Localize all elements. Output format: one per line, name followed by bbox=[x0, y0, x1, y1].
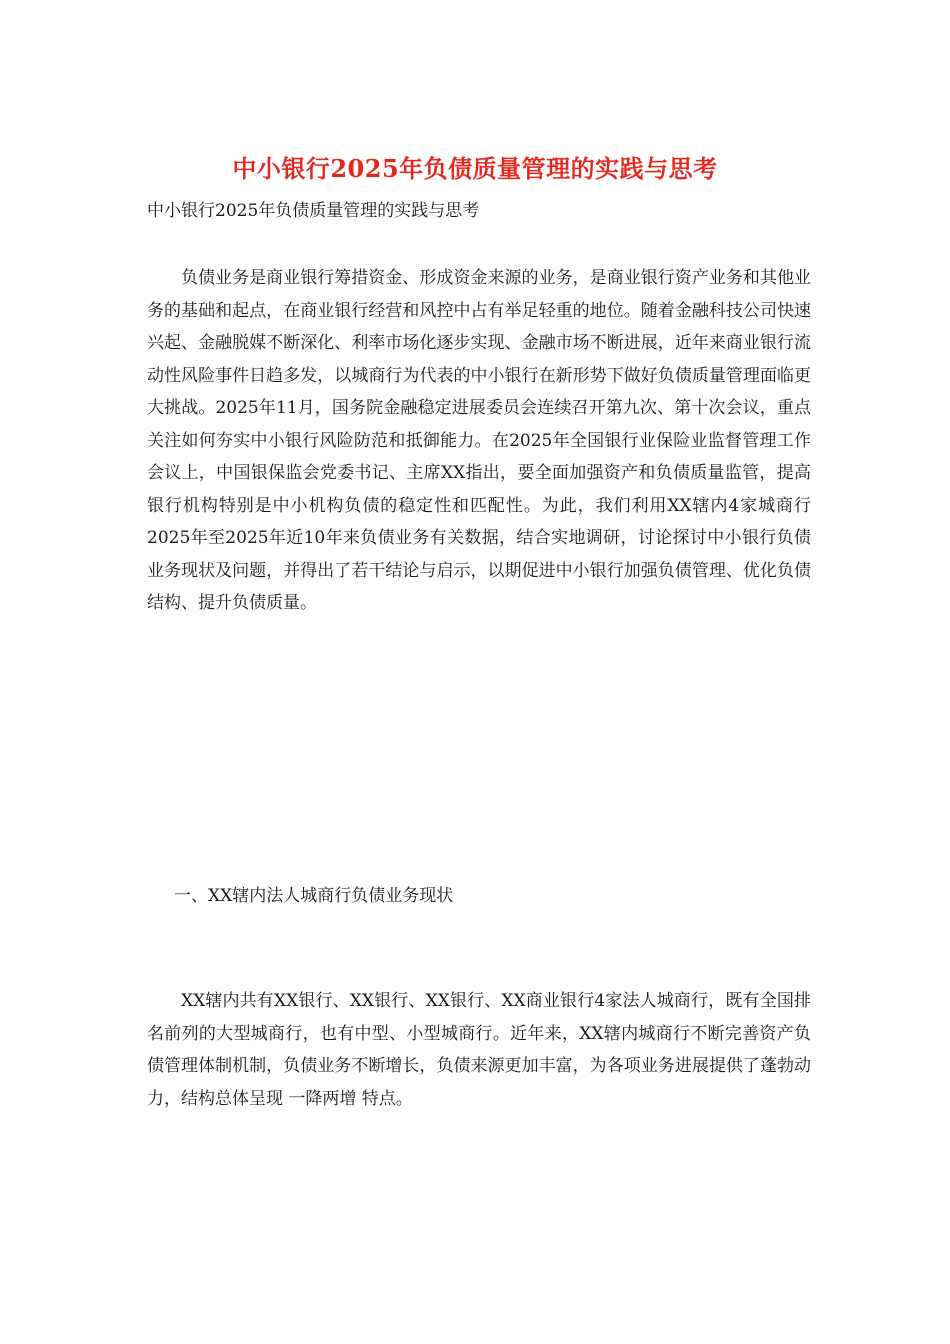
document-subtitle: 中小银行2025年负债质量管理的实践与思考 bbox=[147, 201, 480, 221]
section-heading: 一、XX辖内法人城商行负债业务现状 bbox=[174, 886, 454, 906]
document-title: 中小银行2025年负债质量管理的实践与思考 bbox=[232, 154, 718, 183]
section-paragraph: XX辖内共有XX银行、XX银行、XX银行、XX商业银行4家法人城商行，既有全国排名前列的大型城商行，也有中型、小型城商行。近年来，XX辖内城商行不断完善资产负债管理体制机制，负债业务不断增长，负债来源更加丰富，为各项业务进展提供了蓬勃动力，结构总体呈现 一降两增 特点。 bbox=[147, 991, 811, 1109]
intro-paragraph: 负债业务是商业银行筹措资金、形成资金来源的业务，是商业银行资产业务和其他业务的基础和起点，在商业银行经营和风控中占有举足轻重的地位。随着金融科技公司快速兴起、金融脱媒不断深化、利率市场化逐步实现、金融市场不断进展，近年来商业银行流动性风险事件日趋多发，以城商行为代表的中小银行在新形势下做好负债质量管理面临更大挑战。2025年11月，国务院金融稳定进展委员会连续召开第九次、第十次会议，重点关注如何夯实中小银行风险防范和抵御能力。在2025年全国银行业保险业监督管理工作会议上，中国银保监会党委书记、主席XX指出，要全面加强资产和负债质量监管，提高银行机构特别是中小机构负债的稳定性和匹配性。为此，我们利用XX辖内4家城商行2025年至2025年近10年来负债业务有关数据，结合实地调研，讨论探讨中小银行负债业务现状及问题，并得出了若干结论与启示，以期促进中小银行加强负债管理、优化负债结构、提升负债质量。 bbox=[147, 268, 811, 613]
